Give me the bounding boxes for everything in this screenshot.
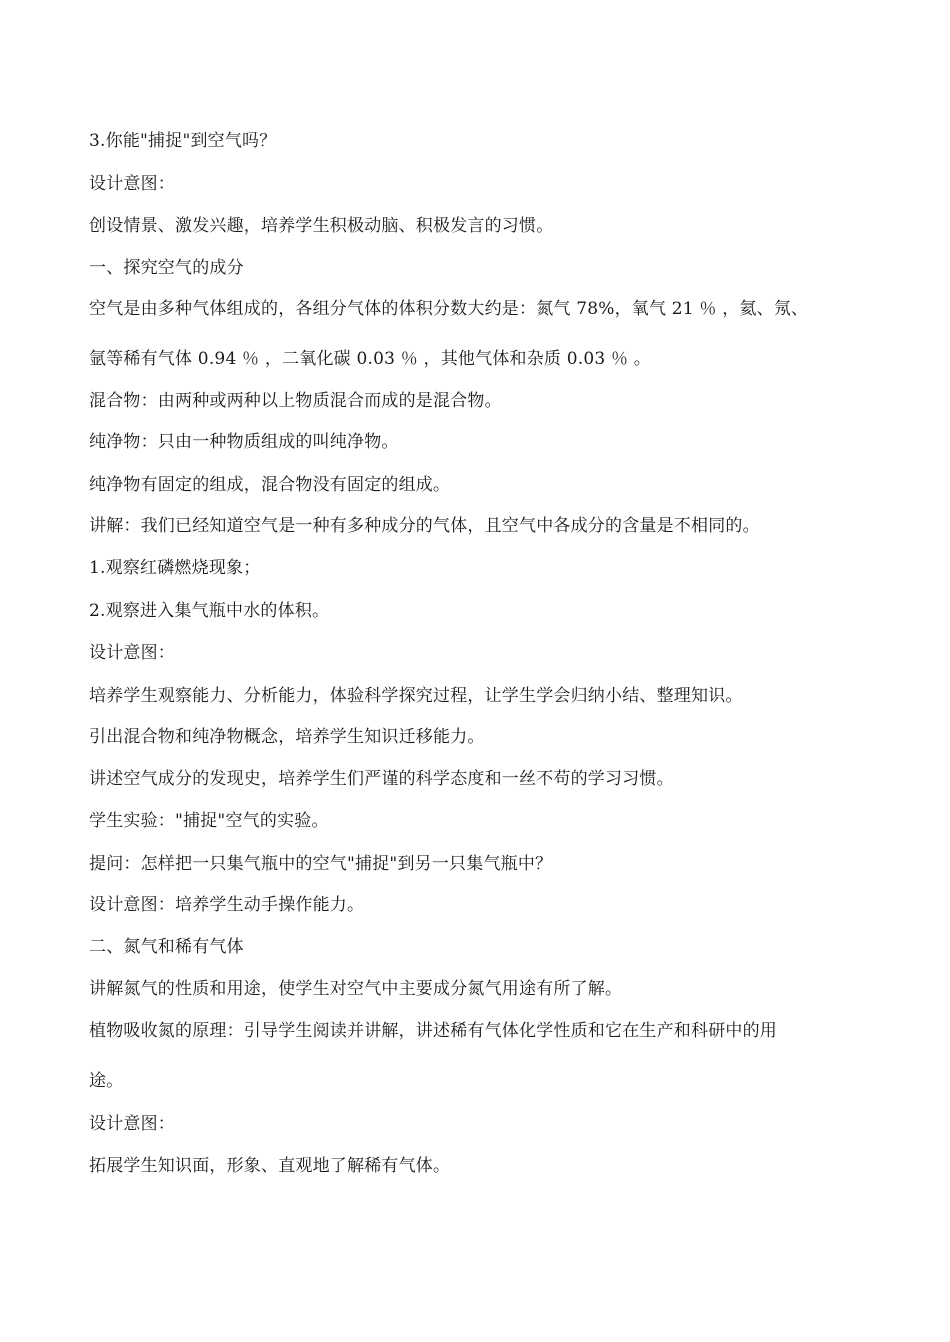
paragraph: 设计意图：培养学生动手操作能力。 <box>89 895 365 915</box>
paragraph: 纯净物有固定的组成，混合物没有固定的组成。 <box>89 475 451 495</box>
paragraph: 创设情景、激发兴趣，培养学生积极动脑、积极发言的习惯。 <box>89 216 554 236</box>
paragraph-continuation: 氩等稀有气体 0.94 ％ ，二氧化碳 0.03 ％ ，其他气体和杂质 0.03 ％ 。 <box>89 349 651 369</box>
section-heading: 二、氮气和稀有气体 <box>89 937 244 957</box>
design-intent-label: 设计意图： <box>89 643 175 663</box>
paragraph: 讲解氮气的性质和用途，使学生对空气中主要成分氮气用途有所了解。 <box>89 979 623 999</box>
design-intent-label: 设计意图： <box>89 174 175 194</box>
question-heading: 3.你能"捕捉"到空气吗？ <box>89 131 277 151</box>
list-item: 2.观察进入集气瓶中水的体积。 <box>89 601 330 621</box>
list-item: 1.观察红磷燃烧现象； <box>89 558 261 578</box>
section-heading: 一、探究空气的成分 <box>89 258 244 278</box>
paragraph-continuation: 途。 <box>89 1071 124 1091</box>
paragraph: 空气是由多种气体组成的，各组分气体的体积分数大约是：氮气 78%，氧气 21 ％ ，氦、氖、 <box>89 299 809 319</box>
paragraph: 学生实验："捕捉"空气的实验。 <box>89 811 329 831</box>
paragraph: 讲解：我们已经知道空气是一种有多种成分的气体，且空气中各成分的含量是不相同的。 <box>89 516 760 536</box>
paragraph: 引出混合物和纯净物概念，培养学生知识迁移能力。 <box>89 727 485 747</box>
paragraph: 植物吸收氮的原理：引导学生阅读并讲解，讲述稀有气体化学性质和它在生产和科研中的用 <box>89 1021 777 1041</box>
paragraph: 讲述空气成分的发现史，培养学生们严谨的科学态度和一丝不苟的学习习惯。 <box>89 769 674 789</box>
paragraph: 培养学生观察能力、分析能力，体验科学探究过程，让学生学会归纳小结、整理知识。 <box>89 686 743 706</box>
paragraph: 拓展学生知识面，形象、直观地了解稀有气体。 <box>89 1156 451 1176</box>
paragraph: 提问：怎样把一只集气瓶中的空气"捕捉"到另一只集气瓶中？ <box>89 854 553 874</box>
definition: 混合物：由两种或两种以上物质混合而成的是混合物。 <box>89 391 502 411</box>
definition: 纯净物：只由一种物质组成的叫纯净物。 <box>89 432 399 452</box>
design-intent-label: 设计意图： <box>89 1114 175 1134</box>
